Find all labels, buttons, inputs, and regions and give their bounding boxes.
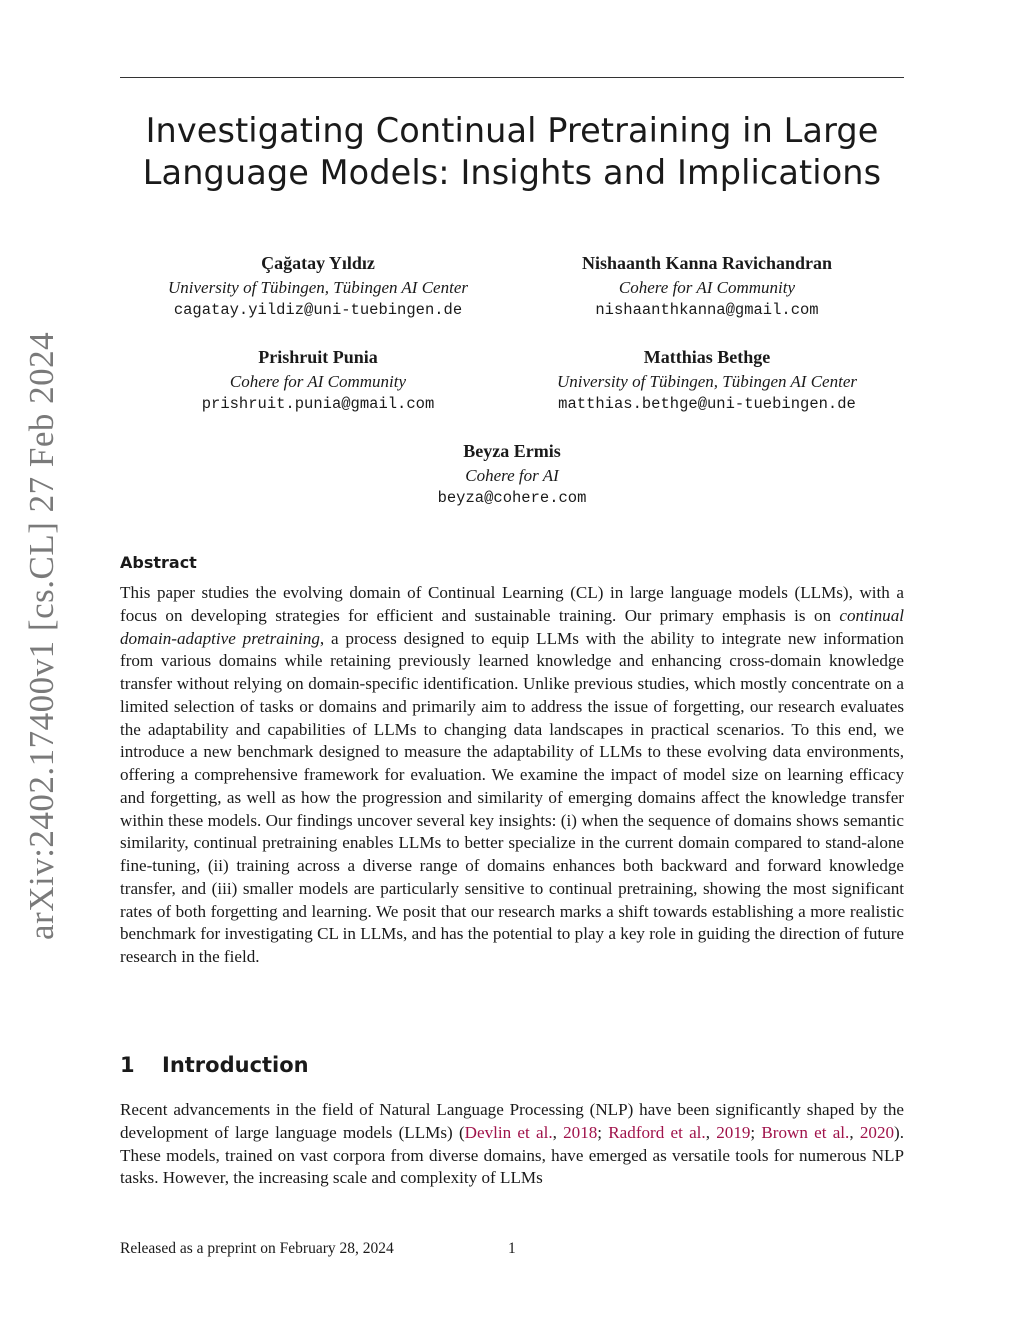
paper-title: Investigating Continual Pretraining in Large Language Models: Insights and Implications — [142, 111, 882, 192]
author-email[interactable]: beyza@cohere.com — [437, 489, 587, 507]
citation-link[interactable]: 2018 — [563, 1122, 598, 1142]
section-heading-introduction — [120, 1053, 309, 1077]
citation-link[interactable]: Radford et al. — [608, 1122, 706, 1142]
author-block — [302, 440, 722, 511]
abstract-emphasis: continual domain-adaptive pretraining — [120, 605, 904, 648]
author-block — [108, 252, 528, 323]
intro-text: , — [849, 1122, 860, 1142]
section-title: Introduction — [162, 1053, 309, 1077]
author-affiliation: University of Tübingen, Tübingen AI Center — [557, 371, 857, 391]
intro-text: ). These models, trained on vast corpora from diverse domains, have emerged as versatile tools for numerous NLP tasks. However, the increasing scale and complexity of LLMs — [120, 1122, 905, 1188]
abstract-heading: Abstract — [120, 553, 197, 572]
author-name: Prishruit Punia — [258, 347, 378, 367]
abstract-text-part: This paper studies the evolving domain of Continual Learning (CL) in large language models (LLMs), with a focus on developing strategies for efficient and sustainable training. Our primary emphasis is on — [120, 583, 904, 625]
citation-link[interactable]: Devlin et al. — [464, 1122, 553, 1142]
abstract-text — [120, 582, 904, 969]
citation-link[interactable]: Brown et al. — [761, 1122, 850, 1142]
author-block — [108, 346, 528, 417]
intro-text: , — [705, 1122, 717, 1142]
arxiv-stamp: arXiv:2402.17400v1 [cs.CL] 27 Feb 2024 — [22, 331, 61, 940]
section-number: 1 — [120, 1053, 135, 1077]
author-email[interactable]: prishruit.punia@gmail.com — [201, 395, 435, 413]
author-affiliation: Cohere for AI Community — [229, 371, 407, 391]
intro-text: ; — [750, 1122, 762, 1142]
author-email[interactable]: nishaanthkanna@gmail.com — [595, 301, 819, 319]
page-number: 1 — [508, 1240, 516, 1257]
author-name: Nishaanth Kanna Ravichandran — [581, 253, 833, 273]
abstract-text-part: , a process designed to equip LLMs with the ability to integrate new information from various domains while retaining previously learned knowledge and enhancing cross-domain knowledge transfer without relying on domain-specific identification. Unlike previous studies, which mostly concentrate on a limited selection of tasks or domains and primarily aim to address the issue of forgetting, our research evaluates the adaptability and capabilities of LLMs to changing data landscapes in practical scenarios. To this end, we introduce a new benchmark designed to measure the adaptability of LLMs to these evolving data environments, offering a comprehensive framework for evaluation. We examine the impact of model size on learning efficacy and forgetting, as well as how the progression and similarity of emerging domains affect the knowledge transfer within these models. Our findings uncover several key insights: (i) when the sequence of domains shows semantic similarity, continual pretraining enables LLMs to better specialize in the current domain compared to stand-alone fine-tuning, (ii) training across a diverse range of domains enhances both backward and forward knowledge transfer, and (iii) smaller models are particularly sensitive to continual pretraining, showing the most significant rates of both forgetting and learning. We posit that our research marks a shift towards establishing a more realistic benchmark for investigating CL in LLMs, and has the potential to play a key role in guiding the direction of future research in the field. — [120, 628, 904, 966]
intro-text: , — [552, 1122, 564, 1142]
author-affiliation: University of Tübingen, Tübingen AI Center — [168, 277, 468, 297]
citation-link[interactable]: 2019 — [716, 1122, 751, 1142]
footer-release-note: Released as a preprint on February 28, 2024 — [120, 1240, 394, 1257]
author-name: Beyza Ermis — [463, 441, 561, 461]
author-email[interactable]: cagatay.yildiz@uni-tuebingen.de — [173, 301, 463, 319]
author-block — [497, 346, 917, 417]
citation-link[interactable]: 2020 — [859, 1122, 895, 1142]
author-affiliation: Cohere for AI — [465, 465, 559, 485]
intro-text: ; — [597, 1122, 609, 1142]
author-email[interactable]: matthias.bethge@uni-tuebingen.de — [558, 395, 856, 413]
introduction-paragraph — [120, 1099, 904, 1190]
author-name: Matthias Bethge — [643, 347, 771, 367]
top-rule — [120, 77, 904, 78]
intro-text: Recent advancements in the field of Natural Language Processing (NLP) have been significantly shaped by the development of large language models (LLMs) ( — [120, 1100, 904, 1142]
author-name: Çağatay Yıldız — [261, 253, 375, 273]
author-block — [497, 252, 917, 323]
author-affiliation: Cohere for AI Community — [618, 277, 796, 297]
